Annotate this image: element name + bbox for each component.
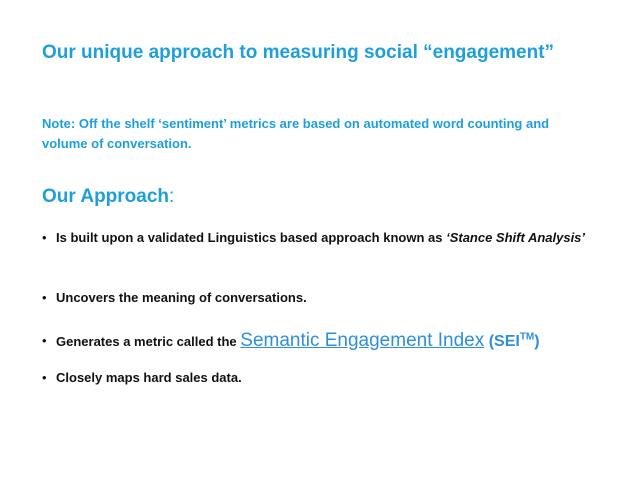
- approach-heading-colon: :: [169, 186, 175, 207]
- bullet-text: Uncovers the meaning of conversations.: [56, 290, 307, 305]
- sei-abbr-open: (SEI: [484, 333, 520, 350]
- bullet-item-sei: [42, 328, 602, 355]
- approach-heading: [42, 186, 174, 208]
- sei-abbr-close: ): [534, 333, 540, 350]
- bullet-dot: •: [42, 370, 47, 385]
- bullet-dot: •: [42, 290, 47, 305]
- bullet-text: [42, 328, 602, 355]
- bullet-item-meaning: [42, 288, 602, 308]
- bullet-dot: •: [42, 333, 47, 348]
- sei-abbreviation: [484, 333, 539, 350]
- semantic-engagement-index-link[interactable]: Semantic Engagement Index: [240, 330, 485, 351]
- slide-title: Our unique approach to measuring social “engagement”: [42, 42, 555, 63]
- bullet-text: [42, 228, 602, 248]
- bullet-item-sales-data: [42, 368, 602, 388]
- bullet-text-main: Generates a metric called the: [56, 334, 241, 349]
- bullet-text-emphasis: ‘Stance Shift Analysis’: [446, 230, 586, 245]
- approach-heading-label: Our Approach: [42, 186, 170, 207]
- bullet-text-main: Is built upon a validated Linguistics based approach known as: [56, 230, 447, 245]
- bullet-text: Closely maps hard sales data.: [56, 370, 242, 385]
- bullet-item-stance-shift: [42, 228, 602, 248]
- note-text: Note: Off the shelf ‘sentiment’ metrics are based on automated word counting and volume of conversation.: [42, 116, 550, 151]
- trademark-mark: TM: [519, 331, 535, 343]
- bullet-dot: •: [42, 230, 47, 245]
